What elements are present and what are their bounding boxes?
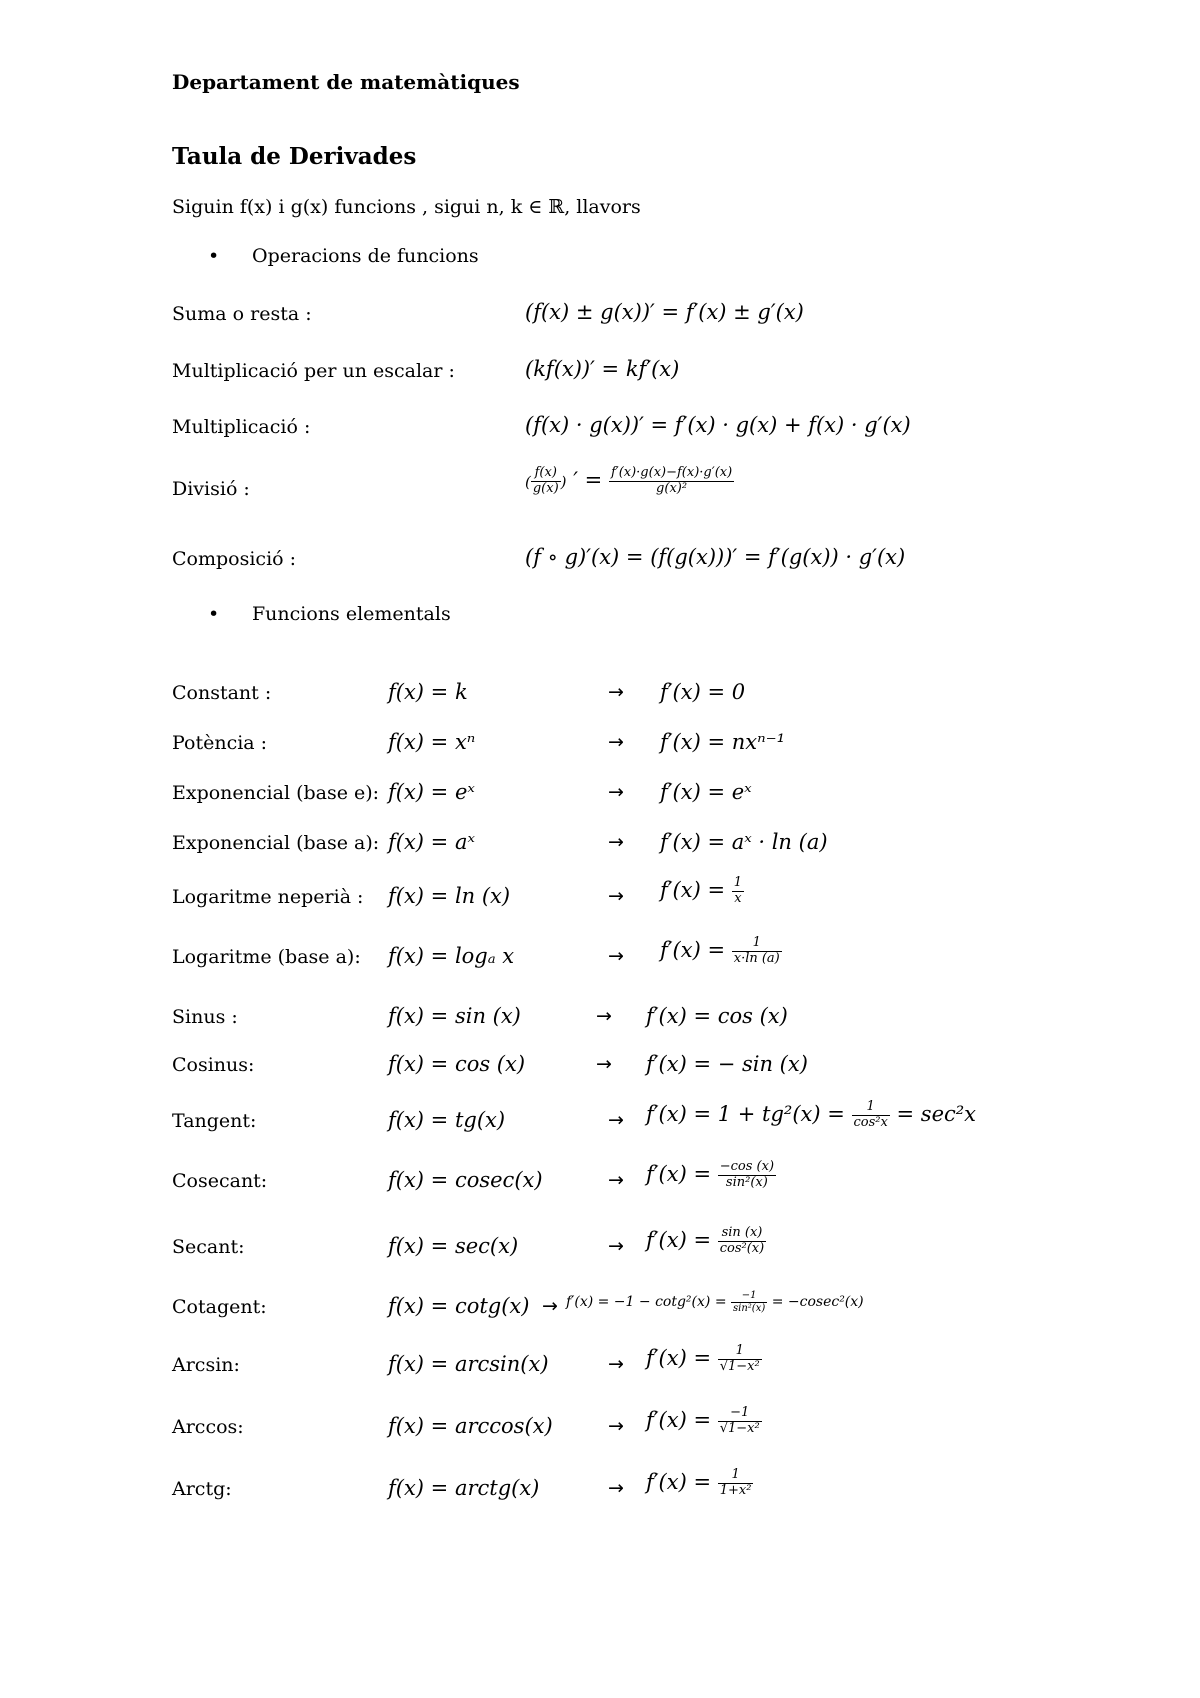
elem-func: f(x) = k [388, 680, 468, 704]
fraction: $\frac{1}{\text{√1−x²}}$ [719, 1343, 760, 1374]
fraction: $\frac{\sin (x)}{\text{cos²(x)}}$ [719, 1225, 765, 1256]
elem-deriv: f′(x) = 0 [660, 680, 746, 704]
department-header: Departament de matemàtiques [172, 70, 520, 94]
elem-label: Constant : [172, 682, 272, 704]
elem-label: Secant: [172, 1236, 245, 1258]
elem-deriv: f′(x) = aˣ · ln (a) [660, 830, 828, 854]
op-label: Composició : [172, 548, 297, 570]
bullet-icon: • [208, 245, 220, 267]
op-formula: (f(x) ± g(x))′ = f′(x) ± g′(x) [525, 300, 804, 324]
op-formula-division: ( $\frac{f(x)}{g(x)}$ ) ′ = $\frac{f'(x)\cdot g(x)-f(x)\cdot g'(x)}{\text{g(x)²}}$ [525, 465, 733, 496]
fraction: $\frac{-1}{\text{sin²(x)}}$ [733, 1290, 766, 1314]
bullet-icon: • [208, 603, 220, 625]
elem-label: Arccos: [172, 1416, 244, 1438]
elem-func: f(x) = sec(x) [388, 1234, 519, 1258]
arrow-icon: → [596, 1005, 612, 1027]
elem-deriv: f′(x) = $\frac{-1}{\text{√1−x²}}$ [646, 1405, 760, 1436]
elem-deriv: f′(x) = $\frac{1}{\text{1+x²}}$ [646, 1467, 752, 1498]
fraction: $\frac{1}{x\cdot\ln (a)}$ [733, 935, 780, 966]
elem-deriv: f′(x) = $\frac{1}{\text{√1−x²}}$ [646, 1343, 760, 1374]
op-label: Divisió : [172, 478, 250, 500]
elem-func: f(x) = arcsin(x) [388, 1352, 549, 1376]
elem-deriv: f′(x) = $\frac{\sin (x)}{\text{cos²(x)}}$ [646, 1225, 765, 1256]
arrow-icon: → [608, 1477, 624, 1499]
arrow-icon: → [608, 1415, 624, 1437]
arrow-icon: → [608, 1235, 624, 1257]
arrow-icon: → [608, 1353, 624, 1375]
op-label: Suma o resta : [172, 303, 312, 325]
fraction: $\frac{1}{x}$ [733, 875, 743, 906]
arrow-icon: → [608, 781, 624, 803]
elem-label: Tangent: [172, 1110, 257, 1132]
elem-label: Logaritme neperià : [172, 886, 364, 908]
elem-func: f(x) = sin (x) [388, 1004, 521, 1028]
elem-deriv: f′(x) = $\frac{1}{x\cdot\ln (a)}$ [660, 935, 780, 966]
op-label: Multiplicació : [172, 416, 311, 438]
elem-func: f(x) = tg(x) [388, 1108, 506, 1132]
elem-func: f(x) = cotg(x) [388, 1294, 530, 1318]
elem-deriv: f′(x) = $\frac{1}{x}$ [660, 875, 743, 906]
page-title: Taula de Derivades [172, 143, 417, 170]
section-operations-label: Operacions de funcions [252, 245, 479, 267]
elem-label: Exponencial (base e): [172, 782, 380, 804]
section-elementary-label: Funcions elementals [252, 603, 451, 625]
op-formula: (f ∘ g)′(x) = (f(g(x)))′ = f′(g(x)) · g′(x) [525, 545, 906, 569]
elem-deriv: f′(x) = − sin (x) [646, 1052, 808, 1076]
elem-deriv: f′(x) = eˣ [660, 780, 752, 804]
arrow-icon: → [608, 681, 624, 703]
arrow-icon: → [608, 1169, 624, 1191]
elem-label: Arcsin: [172, 1354, 240, 1376]
arrow-icon: → [608, 1109, 624, 1131]
elem-func: f(x) = cos (x) [388, 1052, 526, 1076]
arrow-icon: → [608, 731, 624, 753]
elem-func: f(x) = arctg(x) [388, 1476, 540, 1500]
elem-label: Exponencial (base a): [172, 832, 380, 854]
arrow-icon: → [608, 945, 624, 967]
elem-label: Cosinus: [172, 1054, 255, 1076]
op-formula: (kf(x))′ = kf′(x) [525, 357, 680, 381]
elem-deriv: f′(x) = cos (x) [646, 1004, 788, 1028]
op-formula: (f(x) · g(x))′ = f′(x) · g(x) + f(x) · g′(x) [525, 413, 911, 437]
elem-label: Cosecant: [172, 1170, 268, 1192]
elem-func: f(x) = cosec(x) [388, 1168, 543, 1192]
elem-label: Sinus : [172, 1006, 238, 1028]
fraction: $\frac{-1}{\text{√1−x²}}$ [719, 1405, 760, 1436]
fraction: $\frac{f'(x)\cdot g(x)-f(x)\cdot g'(x)}{\text{g(x)²}}$ [610, 465, 733, 496]
arrow-icon: → [596, 1053, 612, 1075]
elem-func: f(x) = eˣ [388, 780, 475, 804]
arrow-icon: → [608, 885, 624, 907]
intro-text: Siguin f(x) i g(x) funcions , sigui n, k ∈ ℝ, llavors [172, 196, 641, 218]
elem-deriv: f′(x) = nxⁿ⁻¹ [660, 730, 786, 754]
elem-func: f(x) = aˣ [388, 830, 475, 854]
elem-label: Potència : [172, 732, 268, 754]
elem-func: f(x) = arccos(x) [388, 1414, 553, 1438]
elem-label: Cotagent: [172, 1296, 267, 1318]
section-elementary [208, 603, 451, 625]
fraction: $\frac{f(x)}{g(x)}$ [532, 465, 559, 496]
elem-func: f(x) = xⁿ [388, 730, 476, 754]
elem-deriv: f′(x) = −1 − cotg²(x) = $\frac{-1}{\text{sin²(x)}}$ = −cosec²(x) [566, 1290, 864, 1314]
elem-deriv: f′(x) = $\frac{-\cos (x)}{\text{sin²(x)}}$ [646, 1159, 775, 1190]
arrow-icon: → [542, 1295, 558, 1317]
elem-label: Logaritme (base a): [172, 946, 361, 968]
fraction: $\frac{1}{\text{cos²x}}$ [853, 1099, 888, 1130]
fraction: $\frac{-\cos (x)}{\text{sin²(x)}}$ [719, 1159, 775, 1190]
arrow-icon: → [608, 831, 624, 853]
elem-func: f(x) = ln (x) [388, 884, 511, 908]
elem-func: f(x) = logₐ x [388, 944, 515, 968]
fraction: $\frac{1}{\text{1+x²}}$ [719, 1467, 752, 1498]
elem-label: Arctg: [172, 1478, 232, 1500]
section-operations [208, 245, 479, 267]
op-label: Multiplicació per un escalar : [172, 360, 455, 382]
elem-deriv: f′(x) = 1 + tg²(x) = $\frac{1}{\text{cos²x}}$ = sec²x [646, 1099, 977, 1130]
